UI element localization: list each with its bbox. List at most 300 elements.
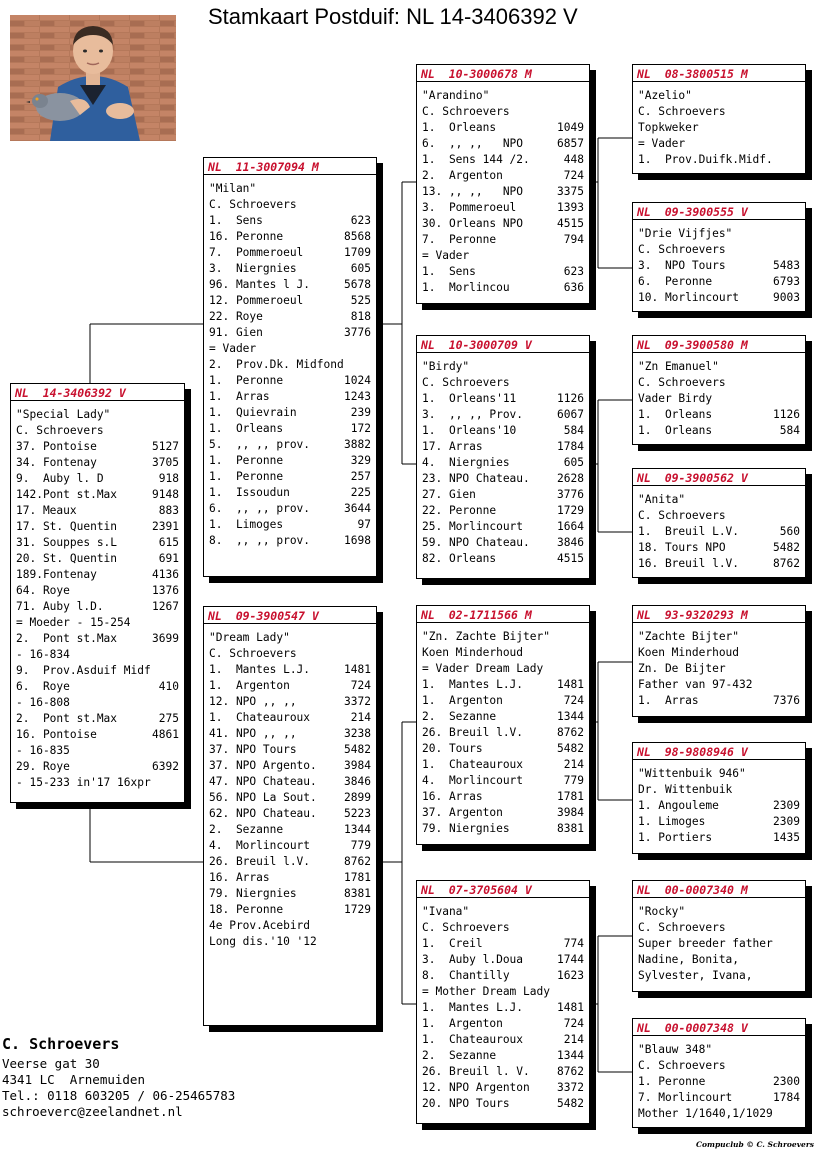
result-text: 1. Creil	[422, 937, 483, 950]
result-text: 71. Auby l.D.	[16, 600, 104, 613]
result-text: 18. Peronne	[209, 903, 284, 916]
result-line	[422, 455, 584, 471]
result-line	[638, 524, 800, 540]
result-text: 1. Mantes L.J.	[422, 678, 524, 691]
pigeon-name	[638, 359, 800, 375]
result-line	[638, 1074, 800, 1090]
result-value: 779	[563, 774, 584, 787]
result-line	[638, 120, 800, 136]
result-value: 5483	[773, 259, 800, 272]
result-line	[422, 280, 584, 296]
result-line	[209, 870, 371, 886]
result-text: 1. Chateauroux	[422, 758, 524, 771]
result-text: Koen Minderhoud	[638, 646, 740, 659]
result-text: 6. ,, ,, prov.	[209, 502, 311, 515]
result-text: 1. Mantes L.J.	[422, 1001, 524, 1014]
result-value: 1126	[557, 392, 584, 405]
result-value: 3776	[344, 326, 371, 339]
result-text: 13. ,, ,, NPO	[422, 185, 524, 198]
breeder-name	[638, 508, 800, 524]
result-line	[422, 709, 584, 725]
result-line	[209, 854, 371, 870]
result-line	[422, 1064, 584, 1080]
pigeon-card-mother-mother	[416, 880, 590, 1124]
result-lines	[16, 407, 179, 791]
result-text: 20. NPO Tours	[422, 1097, 510, 1110]
result-text: = Moeder - 15-254	[16, 616, 131, 629]
result-text: "Zn Emanuel"	[638, 360, 719, 373]
result-text: 26. Breuil l.V.	[209, 855, 311, 868]
result-text: "Rocky"	[638, 905, 686, 918]
result-line	[422, 1048, 584, 1064]
result-text: 20. St. Quentin	[16, 552, 118, 565]
pigeon-name	[422, 904, 584, 920]
pigeon-name	[638, 1042, 800, 1058]
result-line	[16, 679, 179, 695]
result-value: 1481	[344, 663, 371, 676]
result-text: 6. Peronne	[638, 275, 713, 288]
result-text: 8. Chantilly	[422, 969, 510, 982]
result-value: 3846	[344, 775, 371, 788]
pigeon-card-mmm	[632, 1018, 806, 1128]
result-text: Zn. De Bijter	[638, 662, 726, 675]
result-text: 22. Peronne	[422, 504, 497, 517]
result-value: 5127	[152, 440, 179, 453]
result-line	[209, 373, 371, 389]
ring-number: NL 09-3900562 V	[633, 469, 805, 486]
result-line	[422, 1000, 584, 1016]
breeder-name	[638, 782, 800, 798]
result-value: 774	[563, 937, 584, 950]
owner-phone: Tel.: 0118 603205 / 06-25465783	[2, 1088, 236, 1103]
result-text: 1. Sens	[209, 214, 263, 227]
result-value: 560	[779, 525, 800, 538]
result-text: - 16-835	[16, 744, 70, 757]
result-text: 91. Gien	[209, 326, 263, 339]
result-value: 3776	[557, 488, 584, 501]
result-text: Long dis.'10 '12	[209, 935, 317, 948]
result-value: 3984	[557, 806, 584, 819]
result-text: 4e Prov.Acebird	[209, 919, 311, 932]
result-text: 1. Argenton	[209, 679, 290, 692]
result-value: 3882	[344, 438, 371, 451]
pigeon-name	[638, 88, 800, 104]
result-line	[209, 758, 371, 774]
result-text: C. Schroevers	[209, 198, 297, 211]
result-value: 214	[350, 711, 371, 724]
ring-number: NL 09-3900547 V	[204, 607, 376, 624]
result-text: 17. St. Quentin	[16, 520, 118, 533]
result-line	[638, 136, 800, 152]
result-line	[209, 453, 371, 469]
result-line	[16, 663, 179, 679]
pigeon-name	[638, 904, 800, 920]
result-value: 3644	[344, 502, 371, 515]
result-value: 1709	[344, 246, 371, 259]
result-line	[422, 184, 584, 200]
result-text: 1. Chateauroux	[422, 1033, 524, 1046]
result-text: 47. NPO Chateau.	[209, 775, 317, 788]
result-line	[16, 727, 179, 743]
result-line	[638, 391, 800, 407]
pigeon-name	[422, 359, 584, 375]
result-lines	[422, 904, 584, 1112]
result-line	[422, 789, 584, 805]
result-line	[422, 391, 584, 407]
result-text: 142.Pont st.Max	[16, 488, 118, 501]
result-lines	[638, 359, 800, 439]
result-line	[209, 678, 371, 694]
result-line	[209, 261, 371, 277]
breeder-name	[638, 242, 800, 258]
result-value: 2628	[557, 472, 584, 485]
result-line	[422, 677, 584, 693]
result-value: 1784	[557, 440, 584, 453]
result-value: 4861	[152, 728, 179, 741]
result-line	[422, 1080, 584, 1096]
result-line	[209, 421, 371, 437]
result-text: 37. Pontoise	[16, 440, 97, 453]
result-line	[209, 822, 371, 838]
result-value: 1623	[557, 969, 584, 982]
result-text: 1. Peronne	[638, 1075, 706, 1088]
result-value: 724	[563, 1017, 584, 1030]
result-line	[422, 136, 584, 152]
result-line	[16, 455, 179, 471]
result-text: "Zn. Zachte Bijter"	[422, 630, 550, 643]
result-line	[422, 168, 584, 184]
pigeon-card-main	[10, 383, 185, 803]
result-text: Vader Birdy	[638, 392, 713, 405]
ring-number: NL 10-3000678 M	[417, 65, 589, 82]
result-value: 1729	[344, 903, 371, 916]
result-value: 779	[350, 839, 371, 852]
result-value: 623	[563, 265, 584, 278]
result-text: - 16-834	[16, 648, 70, 661]
result-value: 3699	[152, 632, 179, 645]
result-value: 1481	[557, 678, 584, 691]
result-text: C. Schroevers	[422, 376, 510, 389]
result-value: 8568	[344, 230, 371, 243]
result-line	[209, 277, 371, 293]
owner-contact	[2, 1034, 235, 1120]
result-line	[209, 934, 371, 950]
result-lines	[422, 359, 584, 567]
result-text: = Vader	[422, 249, 470, 262]
pigeon-name	[638, 629, 800, 645]
ring-number: NL 98-9808946 V	[633, 743, 805, 760]
result-text: 3. Auby l.Doua	[422, 953, 524, 966]
result-line	[209, 309, 371, 325]
owner-email[interactable]: schroeverc@zeelandnet.nl	[2, 1104, 183, 1119]
result-text: C. Schroevers	[638, 243, 726, 256]
result-line	[422, 439, 584, 455]
pigeon-name	[422, 88, 584, 104]
result-line	[209, 325, 371, 341]
result-value: 3372	[344, 695, 371, 708]
result-line	[16, 775, 179, 791]
breeder-name	[209, 197, 371, 213]
result-text: 29. Roye	[16, 760, 70, 773]
result-lines	[638, 226, 800, 306]
pigeon-card-father-father	[416, 64, 590, 304]
result-text: "Birdy"	[422, 360, 470, 373]
result-value: 794	[563, 233, 584, 246]
pigeon-card-father-mother	[416, 335, 590, 579]
breeder-name	[422, 104, 584, 120]
result-line	[209, 918, 371, 934]
result-text: "Ivana"	[422, 905, 470, 918]
breeder-name	[638, 104, 800, 120]
result-line	[209, 902, 371, 918]
result-text: C. Schroevers	[422, 921, 510, 934]
result-text: 1. Quievrain	[209, 406, 297, 419]
result-text: 34. Fontenay	[16, 456, 97, 469]
result-value: 9003	[773, 291, 800, 304]
result-line	[422, 757, 584, 773]
result-value: 7376	[773, 694, 800, 707]
result-value: 8762	[773, 557, 800, 570]
result-text: Koen Minderhoud	[422, 646, 524, 659]
result-value: 724	[563, 169, 584, 182]
result-text: 17. Arras	[422, 440, 483, 453]
result-value: 5482	[557, 1097, 584, 1110]
result-value: 605	[350, 262, 371, 275]
result-text: 9. Auby l. D	[16, 472, 104, 485]
result-line	[209, 437, 371, 453]
result-text: C. Schroevers	[638, 376, 726, 389]
pigeon-card-fmm	[632, 468, 806, 578]
result-value: 525	[350, 294, 371, 307]
pigeon-card-mother-father	[416, 605, 590, 845]
result-text: 4. Niergnies	[422, 456, 510, 469]
result-line	[422, 120, 584, 136]
result-text: 31. Souppes s.L	[16, 536, 118, 549]
result-line	[16, 583, 179, 599]
result-text: - 16-808	[16, 696, 70, 709]
breeder-name	[209, 646, 371, 662]
result-line	[16, 535, 179, 551]
result-text: 1. Angouleme	[638, 799, 719, 812]
breeder-name	[638, 1058, 800, 1074]
result-line	[16, 759, 179, 775]
pigeon-card-fmf	[632, 335, 806, 445]
result-text: 2. Prov.Dk. Midfond	[209, 358, 344, 371]
ring-number: NL 08-3800515 M	[633, 65, 805, 82]
result-text: 4. Morlincourt	[209, 839, 311, 852]
result-lines	[638, 629, 800, 709]
result-text: 64. Roye	[16, 584, 70, 597]
result-line	[209, 245, 371, 261]
result-line	[422, 535, 584, 551]
ring-number: NL 00-0007340 M	[633, 881, 805, 898]
result-line	[422, 551, 584, 567]
result-text: 1. Orleans	[638, 424, 713, 437]
result-line	[209, 790, 371, 806]
result-value: 3238	[344, 727, 371, 740]
result-line	[209, 662, 371, 678]
result-line	[16, 519, 179, 535]
pigeon-name	[638, 492, 800, 508]
result-line	[209, 726, 371, 742]
result-value: 1698	[344, 534, 371, 547]
result-line	[16, 695, 179, 711]
result-text: 1. Peronne	[209, 374, 284, 387]
result-line	[16, 503, 179, 519]
result-line	[638, 798, 800, 814]
result-value: 2899	[344, 791, 371, 804]
pigeon-card-mother	[203, 606, 377, 1026]
result-text: 16. Breuil l.V.	[638, 557, 740, 570]
result-line	[422, 725, 584, 741]
result-value: 239	[350, 406, 371, 419]
result-value: 225	[350, 486, 371, 499]
pigeon-card-mmf	[632, 880, 806, 992]
result-line	[638, 540, 800, 556]
result-line	[638, 258, 800, 274]
result-text: 1. Arras	[638, 694, 699, 707]
result-line	[209, 357, 371, 373]
result-text: 3. NPO Tours	[638, 259, 726, 272]
result-line	[638, 152, 800, 168]
result-text: 1. Limoges	[209, 518, 284, 531]
result-text: 1. Morlincou	[422, 281, 510, 294]
ring-number: NL 07-3705604 V	[417, 881, 589, 898]
result-value: 1376	[152, 584, 179, 597]
result-text: 2. Sezanne	[422, 710, 497, 723]
result-line	[638, 677, 800, 693]
result-line	[422, 264, 584, 280]
result-text: 56. NPO La Sout.	[209, 791, 317, 804]
result-text: - 15-233 in'17 16xpr	[16, 776, 151, 789]
pigeon-card-father	[203, 157, 377, 577]
result-text: 1. Sens 144 /2.	[422, 153, 530, 166]
result-line	[422, 471, 584, 487]
pigeon-card-mff	[632, 605, 806, 717]
result-text: C. Schroevers	[638, 509, 726, 522]
result-line	[16, 615, 179, 631]
result-text: 1. Orleans	[638, 408, 713, 421]
result-text: 8. ,, ,, prov.	[209, 534, 311, 547]
result-text: C. Schroevers	[638, 105, 726, 118]
result-text: 2. Pont st.Max	[16, 632, 118, 645]
result-text: 1. Portiers	[638, 831, 713, 844]
result-text: "Milan"	[209, 182, 257, 195]
result-text: Super breeder father	[638, 937, 773, 950]
result-value: 6793	[773, 275, 800, 288]
result-text: 20. Tours	[422, 742, 483, 755]
result-value: 1024	[344, 374, 371, 387]
result-text: 25. Morlincourt	[422, 520, 524, 533]
result-text: 1. Breuil L.V.	[638, 525, 740, 538]
result-text: Sylvester, Ivana,	[638, 969, 753, 982]
result-line	[422, 984, 584, 1000]
result-line	[422, 232, 584, 248]
result-value: 3846	[557, 536, 584, 549]
result-line	[638, 952, 800, 968]
result-line	[422, 216, 584, 232]
result-lines	[638, 904, 800, 984]
result-value: 5223	[344, 807, 371, 820]
result-text: 12. Pommeroeul	[209, 294, 304, 307]
result-line	[422, 503, 584, 519]
result-text: 27. Gien	[422, 488, 476, 501]
result-line	[422, 487, 584, 503]
ring-number: NL 11-3007094 M	[204, 158, 376, 175]
result-text: 7. Pommeroeul	[209, 246, 304, 259]
result-line	[638, 814, 800, 830]
result-text: "Arandino"	[422, 89, 490, 102]
result-text: 26. Breuil l. V.	[422, 1065, 530, 1078]
result-value: 3705	[152, 456, 179, 469]
result-value: 97	[357, 518, 371, 531]
result-text: 16. Peronne	[209, 230, 284, 243]
result-text: 7. Peronne	[422, 233, 497, 246]
result-line	[422, 821, 584, 837]
result-line	[422, 423, 584, 439]
result-text: Father van 97-432	[638, 678, 753, 691]
result-line	[422, 693, 584, 709]
result-text: Mother 1/1640,1/1029	[638, 1107, 773, 1120]
result-line	[209, 485, 371, 501]
result-value: 1781	[344, 871, 371, 884]
result-value: 2309	[773, 815, 800, 828]
result-line	[209, 806, 371, 822]
result-line	[209, 517, 371, 533]
result-text: 1. Orleans	[422, 121, 497, 134]
result-text: 30. Orleans NPO	[422, 217, 524, 230]
result-line	[209, 838, 371, 854]
result-line	[209, 501, 371, 517]
pigeon-name	[16, 407, 179, 423]
pigeon-card-ffm	[632, 202, 806, 312]
result-line	[638, 968, 800, 984]
result-text: 1. Chateauroux	[209, 711, 311, 724]
result-value: 1781	[557, 790, 584, 803]
breeder-name	[422, 920, 584, 936]
ring-number: NL 14-3406392 V	[11, 384, 184, 401]
owner-address: Veerse gat 30	[2, 1056, 100, 1071]
ring-number: NL 09-3900555 V	[633, 203, 805, 220]
result-line	[638, 290, 800, 306]
result-line	[422, 773, 584, 789]
result-line	[422, 936, 584, 952]
result-lines	[638, 88, 800, 168]
result-text: "Special Lady"	[16, 408, 111, 421]
pigeon-name	[638, 226, 800, 242]
result-text: 16. Pontoise	[16, 728, 97, 741]
result-value: 329	[350, 454, 371, 467]
result-text: Nadine, Bonita,	[638, 953, 740, 966]
ring-number: NL 10-3000709 V	[417, 336, 589, 353]
result-text: 12. NPO ,, ,,	[209, 695, 297, 708]
result-value: 1481	[557, 1001, 584, 1014]
result-value: 5482	[557, 742, 584, 755]
result-line	[638, 407, 800, 423]
result-line	[209, 886, 371, 902]
result-lines	[422, 88, 584, 296]
result-line	[422, 248, 584, 264]
result-text: 1. Arras	[209, 390, 270, 403]
result-value: 4136	[152, 568, 179, 581]
result-text: 1. Orleans'10	[422, 424, 517, 437]
result-text: "Azelio"	[638, 89, 692, 102]
result-line	[209, 213, 371, 229]
result-line	[209, 229, 371, 245]
result-text: 1. Argenton	[422, 1017, 503, 1030]
result-line	[422, 952, 584, 968]
result-text: Topkweker	[638, 121, 699, 134]
